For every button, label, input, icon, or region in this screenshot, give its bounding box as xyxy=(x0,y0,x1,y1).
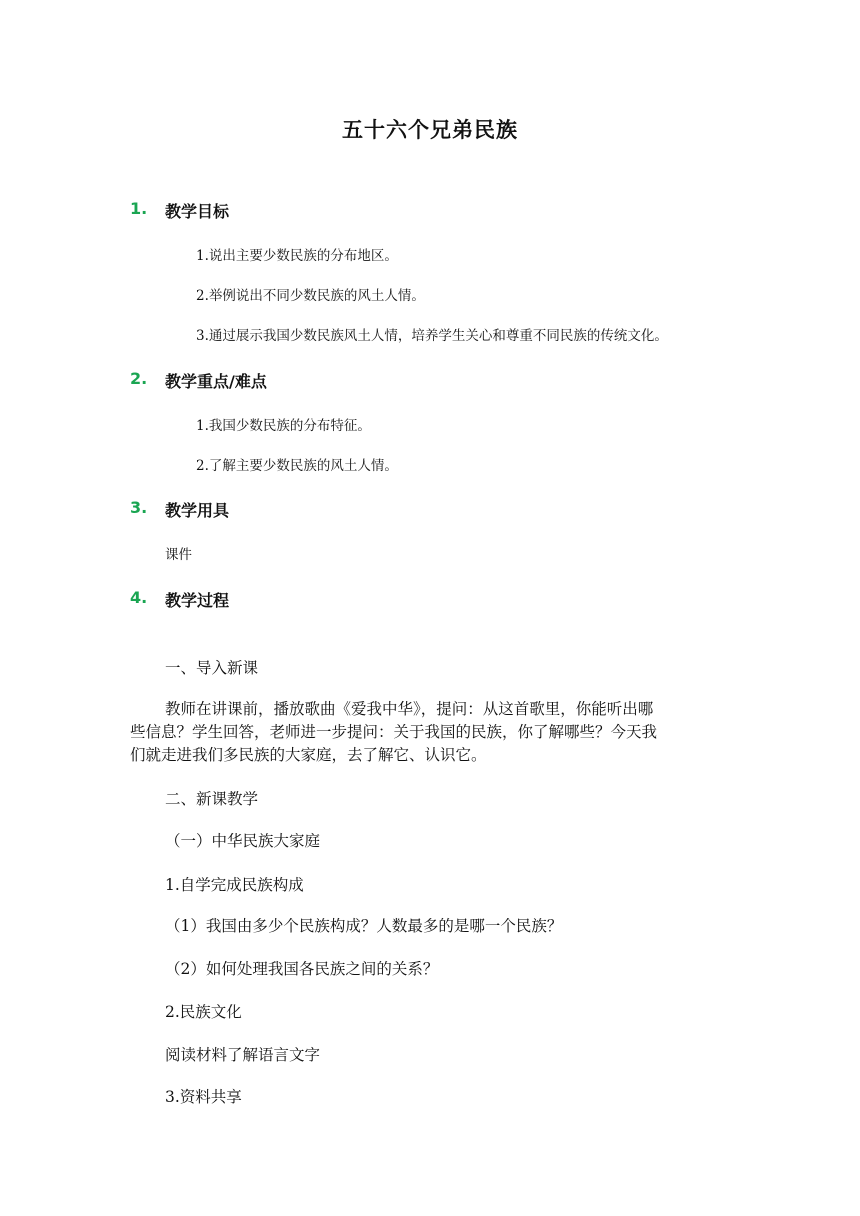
objective-item: 1.说出主要少数民族的分布地区。 xyxy=(196,248,398,264)
key-point-item: 1.我国少数民族的分布特征。 xyxy=(196,418,371,434)
part-heading: （一）中华民族大家庭 xyxy=(165,832,321,850)
lesson-item: 3.资料共享 xyxy=(165,1088,242,1106)
question-item: （1）我国由多少个民族构成？人数最多的是哪一个民族？ xyxy=(165,917,563,935)
intro-paragraph-line: 们就走进我们多民族的大家庭，去了解它、认识它。 xyxy=(130,746,487,764)
intro-paragraph-line: 教师在讲课前，播放歌曲《爱我中华》，提问：从这首歌里，你能听出哪 xyxy=(165,700,654,718)
objective-item: 2.举例说出不同少数民族的风土人情。 xyxy=(196,288,425,304)
section-number: 2. xyxy=(130,369,148,388)
objective-item: 3.通过展示我国少数民族风土人情，培养学生关心和尊重不同民族的传统文化。 xyxy=(196,328,668,344)
lesson-item: 1.自学完成民族构成 xyxy=(165,876,304,894)
section-number: 1. xyxy=(130,199,148,218)
section-label: 教学过程 xyxy=(165,591,230,610)
tools-text: 课件 xyxy=(165,547,192,563)
section-number: 4. xyxy=(130,588,148,607)
new-lesson-heading: 二、新课教学 xyxy=(165,790,259,808)
section-label: 教学用具 xyxy=(165,501,230,520)
section-number: 3. xyxy=(130,498,148,517)
intro-paragraph-line: 些信息？学生回答，老师进一步提问：关于我国的民族，你了解哪些？今天我 xyxy=(130,723,658,741)
key-point-item: 2.了解主要少数民族的风土人情。 xyxy=(196,458,398,474)
reading-text: 阅读材料了解语言文字 xyxy=(165,1046,321,1064)
page-title: 五十六个兄弟民族 xyxy=(342,118,518,142)
intro-heading: 一、导入新课 xyxy=(165,659,259,677)
section-label: 教学重点/难点 xyxy=(165,372,267,391)
section-label: 教学目标 xyxy=(165,202,230,221)
question-item: （2）如何处理我国各民族之间的关系？ xyxy=(165,960,439,978)
lesson-item: 2.民族文化 xyxy=(165,1003,242,1021)
